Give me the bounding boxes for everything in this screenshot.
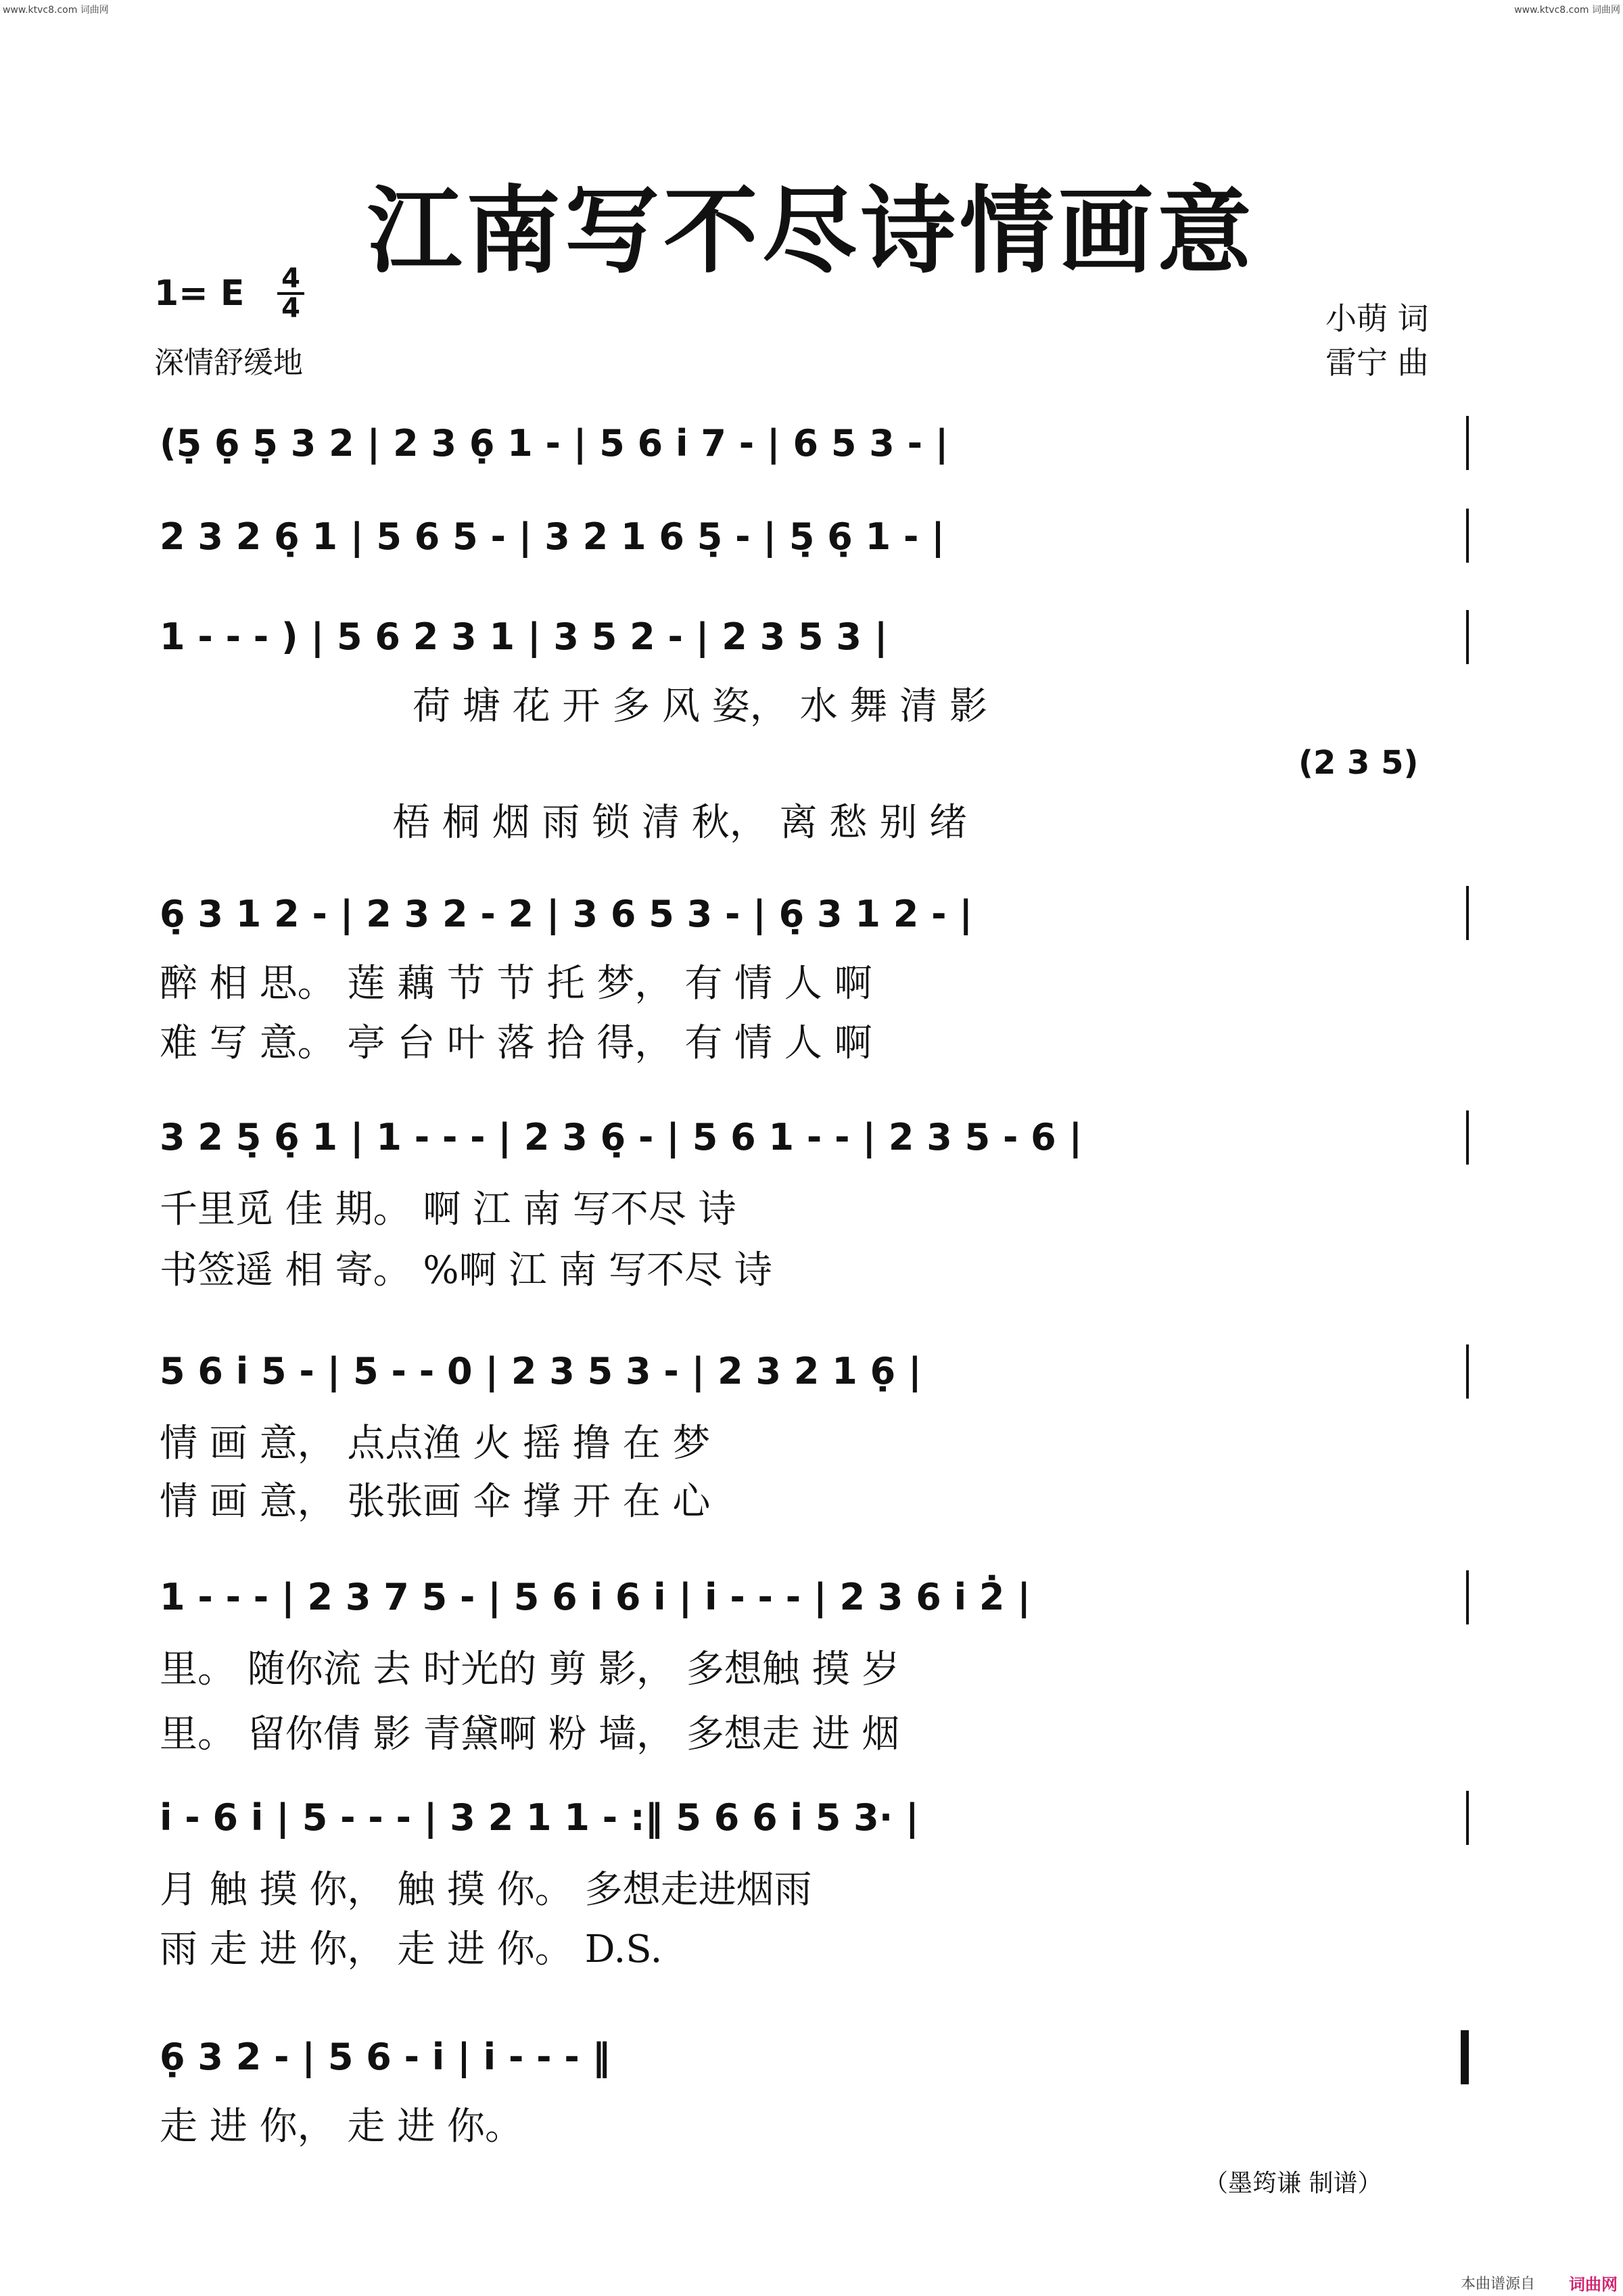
notation-row-1: (5̣ 6̣ 5̣ 3 2 | 2 3 6̣ 1 - | 5 6 i 7 - | 6 5 3 - | [160, 422, 949, 465]
lyric-row-5-verse-1: 千里觅 佳 期。 啊 江 南 写不尽 诗 [160, 1188, 736, 1232]
barline [1466, 610, 1469, 664]
brand-logo: 词曲网 [1569, 2275, 1618, 2294]
lyric-row-9-verse-1: 走 进 你， 走 进 你。 [160, 2105, 523, 2149]
lyric-row-8-verse-1: 月 触 摸 你， 触 摸 你。 多想走进烟雨 [160, 1868, 812, 1912]
barline [1466, 1110, 1469, 1165]
notation-row-8: i - 6 i | 5 - - - | 3 2 1 1 - :‖ 5 6 6 i 5 3· | [160, 1796, 919, 1839]
notation-row-3: 1 - - - ) | 5 6 2 3 1 | 3 5 2 - | 2 3 5 3 | [160, 615, 888, 658]
time-signature-top: 4 [277, 265, 304, 295]
lyric-row-3-verse-2: 梧 桐 烟 雨 锁 清 秋， 离 愁 别 绪 [392, 801, 968, 845]
barline [1466, 886, 1469, 940]
lyric-row-6-verse-1: 情 画 意， 点点渔 火 摇 撸 在 梦 [160, 1422, 711, 1466]
notation-row-5: 3 2 5̣ 6̣ 1 | 1 - - - | 2 3 6̣ - | 5 6 1 - - | 2 3 5 - 6 | [160, 1116, 1083, 1158]
final-barline [1461, 2030, 1469, 2084]
song-title: 江南写不尽诗情画意 [367, 176, 1256, 287]
lyric-row-4-verse-1: 醉 相 思。 莲 藕 节 节 托 梦， 有 情 人 啊 [160, 962, 872, 1006]
notation-row-9: 6̣ 3 2 - | 5 6 - i | i - - - ‖ [160, 2036, 611, 2078]
barline [1466, 1570, 1469, 1624]
barline [1466, 416, 1469, 470]
lyric-row-4-verse-2: 难 写 意。 亭 台 叶 落 拾 得， 有 情 人 啊 [160, 1021, 872, 1065]
notation-row-7: 1 - - - | 2 3 7 5 - | 5 6 i 6 i | i - - - | 2 3 6 i 2̇ | [160, 1576, 1031, 1618]
source-label: 本曲谱源自 [1460, 2276, 1535, 2293]
barline [1466, 509, 1469, 563]
header-url-left: www.ktvc8.com 词曲网 [3, 5, 109, 16]
composer-credit: 雷宁 曲 [1325, 344, 1429, 381]
notation-row-2: 2 3 2 6̣ 1 | 5 6 5 - | 3 2 1 6 5̣ - | 5̣ 6̣ 1 - | [160, 515, 945, 558]
lyric-row-3-alt-notes: (2 3 5) [1298, 744, 1419, 782]
header-url-right: www.ktvc8.com 词曲网 [1514, 5, 1620, 16]
lyric-row-8-verse-2: 雨 走 进 你， 走 进 你。 D.S. [160, 1927, 663, 1971]
lyric-row-7-verse-1: 里。 随你流 去 时光的 剪 影， 多想触 摸 岁 [160, 1647, 900, 1691]
tempo-marking: 深情舒缓地 [154, 346, 303, 380]
engraver-credit: （墨筠谦 制谱） [1204, 2170, 1382, 2197]
lyric-row-7-verse-2: 里。 留你倩 影 青黛啊 粉 墙， 多想走 进 烟 [160, 1712, 900, 1756]
barline [1466, 1791, 1469, 1845]
key-signature: 1= E [154, 273, 245, 314]
notation-row-4: 6̣ 3 1 2 - | 2 3 2 - 2 | 3 6 5 3 - | 6̣ 3 1 2 - | [160, 893, 973, 935]
barline [1466, 1344, 1469, 1399]
lyric-row-6-verse-2: 情 画 意， 张张画 伞 撑 开 在 心 [160, 1480, 711, 1524]
notation-row-6: 5 6 i 5 - | 5 - - 0 | 2 3 5 3 - | 2 3 2 1 6̣ | [160, 1350, 922, 1392]
lyric-row-3-verse-1: 荷 塘 花 开 多 风 姿， 水 舞 清 影 [413, 684, 988, 728]
lyricist-credit: 小萌 词 [1325, 300, 1429, 337]
lyric-row-5-verse-2: 书签遥 相 寄。 %啊 江 南 写不尽 诗 [160, 1248, 772, 1292]
time-signature-bottom: 4 [281, 293, 300, 324]
